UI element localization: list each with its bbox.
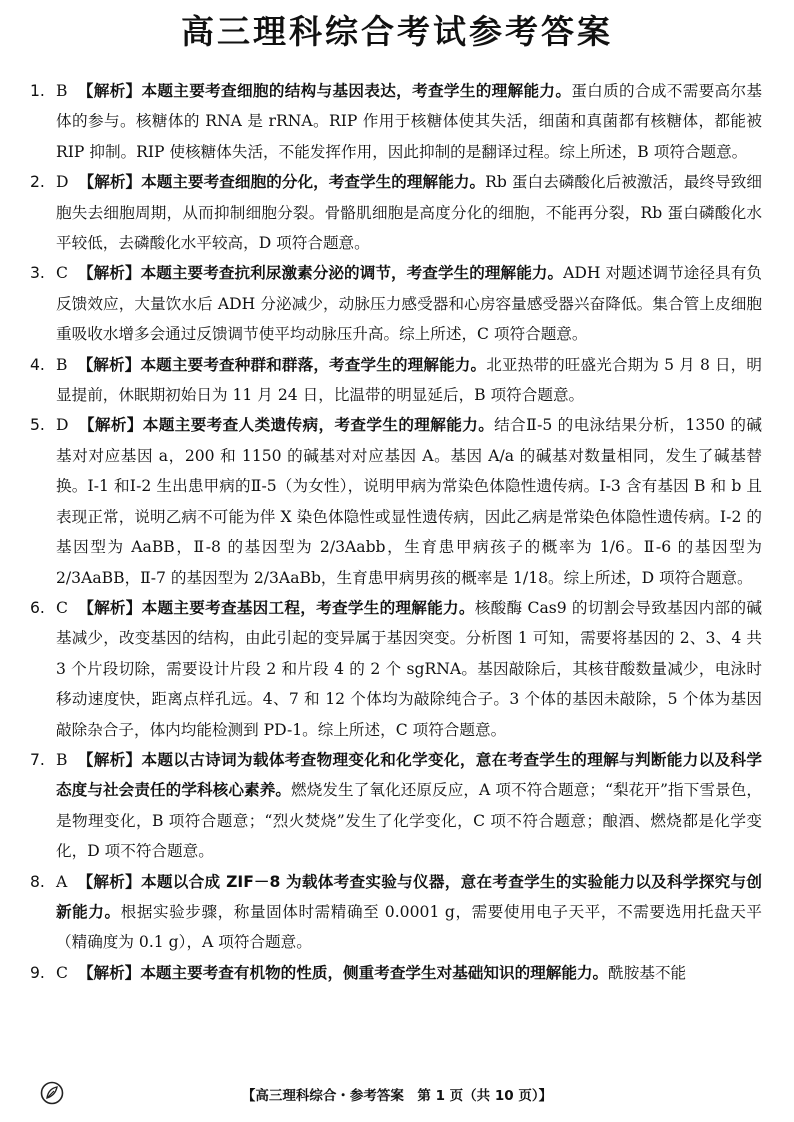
answer-item (30, 958, 762, 988)
answer-letter: B (56, 750, 68, 769)
answer-item (30, 410, 762, 592)
question-number: 2. (30, 173, 45, 192)
analysis-tag: 【解析】 (77, 598, 142, 617)
answer-letter: C (56, 264, 68, 283)
footer-page-info: 【高三理科综合・参考答案 第 1 页（共 10 页）】 (241, 1088, 553, 1104)
question-number: 8. (30, 872, 45, 891)
analysis-body: Rb 蛋白去磷酸化后被激活，最终导致细胞失去细胞周期，从而抑制细胞分裂。骨骼肌细胞是高度分化的细胞，不能再分裂，Rb 蛋白磷酸化水平较低，去磷酸化水平较高，D 项符合题意。 (56, 173, 762, 253)
analysis-lead: 本题主要考查细胞的分化，考查学生的理解能力。 (141, 173, 486, 192)
analysis-body: 酰胺基不能 (608, 963, 687, 982)
answer-letter: D (56, 416, 69, 435)
answer-item (30, 167, 762, 258)
answer-item (30, 350, 762, 411)
analysis-body: 核酸酶 Cas9 的切割会导致基因内部的碱基减少，改变基因的结构，由此引起的变异属于基因突变。分析图 1 可知，需要将基因的 2、3、4 共 3 个片段切除，需要设计片段 2 和片段 4 的 2 个 sgRNA。基因敲除后，其核苷酸数量减少，电泳时移动速度快，距离点样孔远。4、7 和 12 个体均为敲除纯合子。3 个体的基因未敲除，5 个体为基因敲除杂合子，体内均能检测到 PD-1。综上所述，C 项符合题意。 (56, 598, 762, 739)
answer-list (30, 76, 762, 988)
analysis-body: ADH 对题述调节途径具有负反馈效应，大量饮水后 ADH 分泌减少，动脉压力感受器和心房容量感受器兴奋降低。集合管上皮细胞重吸收水增多会通过反馈调节使平均动脉压升高。综上所述，C 项符合题意。 (56, 264, 762, 344)
answer-letter: B (56, 82, 68, 100)
analysis-lead: 本题以合成 ZIF－8 为载体考查实验与仪器，意在考查学生的实验能力以及科学探究与创新能力。 (56, 872, 762, 921)
analysis-tag: 【解析】 (78, 416, 143, 435)
analysis-tag: 【解析】 (77, 355, 141, 374)
answer-letter: D (56, 173, 69, 192)
page-title: 高三理科综合考试参考答案 (181, 12, 613, 51)
analysis-body: 结合Ⅱ-5 的电泳结果分析，1350 的碱基对对应基因 a，200 和 1150 的碱基对对应基因 A。基因 A/a 的碱基对数量相同，发生了碱基替换。Ⅰ-1 和Ⅰ-2 生出患甲病的Ⅱ-5（为女性），说明甲病为常染色体隐性遗传病。Ⅰ-3 含有基因 B 和 b 且表现正常，说明乙病不可能为伴 X 染色体隐性或显性遗传病，因此乙病是常染色体隐性遗传病。Ⅰ-2 的基因型为 AaBB，Ⅱ-8 的基因型为 2/3Aabb，生育患甲病孩子的概率为 1/6。Ⅱ-6 的基因型为 2/3AaBB，Ⅱ-7 的基因型为 2/3AaBb，生育患甲病男孩的概率是 1/18。综上所述，D 项符合题意。 (56, 416, 762, 587)
analysis-lead: 本题主要考查细胞的结构与基因表达，考查学生的理解能力。 (141, 82, 572, 100)
question-number: 1. (30, 82, 45, 100)
answer-item (30, 867, 762, 958)
question-number: 5. (30, 416, 45, 435)
analysis-body: 蛋白质的合成不需要高尔基体的参与。核糖体的 RNA 是 rRNA。RIP 作用于核糖体使其失活，细菌和真菌都有核糖体，都能被 RIP 抑制。RIP 使核糖体失活，不能发挥作用，因此抑制的是翻译过程。综上所述，B 项符合题意。 (56, 82, 763, 161)
question-number: 4. (30, 355, 45, 374)
analysis-tag: 【解析】 (77, 872, 142, 891)
question-number: 6. (30, 598, 45, 617)
analysis-body: 根据实验步骤，称量固体时需精确至 0.0001 g，需要使用电子天平，不需要选用托盘天平（精确度为 0.1 g），A 项符合题意。 (56, 902, 762, 952)
analysis-tag: 【解析】 (78, 173, 142, 192)
question-number: 3. (30, 264, 45, 283)
answer-item (30, 76, 762, 167)
analysis-tag: 【解析】 (77, 82, 142, 100)
analysis-lead: 本题主要考查抗利尿激素分泌的调节，考查学生的理解能力。 (140, 264, 564, 283)
answer-letter: C (56, 598, 68, 617)
page-footer (32, 1080, 762, 1114)
analysis-tag: 【解析】 (77, 750, 142, 769)
analysis-lead: 本题主要考查种群和群落，考查学生的理解能力。 (140, 355, 487, 374)
answer-item (30, 593, 762, 745)
analysis-lead: 本题主要考查基因工程，考查学生的理解能力。 (141, 598, 475, 617)
question-number: 9. (30, 963, 45, 982)
analysis-body: 北亚热带的旺盛光合期为 5 月 8 日，明显提前，休眠期初始日为 11 月 24 日，比温带的明显延后，B 项符合题意。 (56, 355, 762, 405)
answer-item (30, 258, 762, 349)
answer-letter: B (56, 355, 68, 374)
answer-letter: C (56, 963, 68, 982)
analysis-tag: 【解析】 (77, 264, 141, 283)
analysis-lead: 本题主要考查人类遗传病，考查学生的理解能力。 (142, 416, 495, 435)
question-number: 7. (30, 750, 45, 769)
analysis-tag: 【解析】 (77, 963, 141, 982)
answer-item (30, 745, 762, 867)
analysis-lead: 本题主要考查有机物的性质，侧重考查学生对基础知识的理解能力。 (140, 963, 609, 982)
analysis-body: 燃烧发生了氧化还原反应，A 项不符合题意；“梨花开”指下雪景色，是物理变化，B 项符合题意；“烈火焚烧”发生了化学变化，C 项不符合题意；酿酒、燃烧都是化学变化，D 项不符合题意。 (56, 781, 762, 861)
analysis-lead: 本题以古诗词为载体考查物理变化和化学变化，意在考查学生的理解与判断能力以及科学态度与社会责任的学科核心素养。 (56, 750, 762, 800)
answer-letter: A (56, 872, 68, 891)
